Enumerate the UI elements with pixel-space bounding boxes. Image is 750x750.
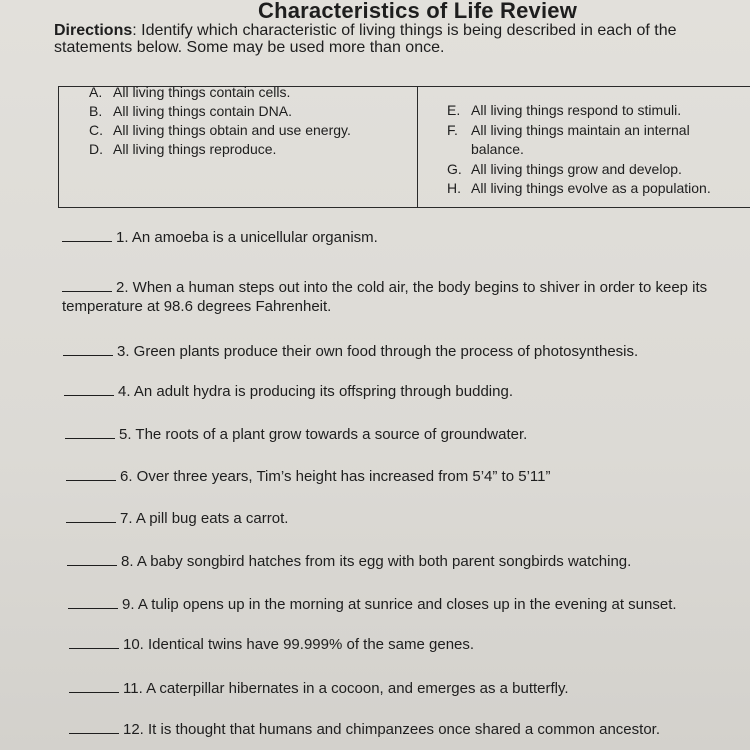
question-1: 1. An amoeba is a unicellular organism.	[62, 229, 378, 247]
options-divider	[417, 87, 418, 207]
option-d: D. All living things reproduce.	[89, 141, 277, 157]
answer-blank[interactable]	[66, 522, 116, 523]
option-b: B. All living things contain DNA.	[89, 103, 292, 119]
answer-blank[interactable]	[69, 648, 119, 649]
question-5: 5. The roots of a plant grow towards a source of groundwater.	[65, 426, 527, 444]
answer-blank[interactable]	[67, 565, 117, 566]
options-box	[58, 86, 750, 208]
option-g: G. All living things grow and develop.	[447, 160, 682, 177]
option-f: F. All living things maintain an internal	[447, 121, 690, 138]
directions-label: Directions	[54, 22, 133, 39]
answer-blank[interactable]	[62, 241, 112, 242]
option-a: A. All living things contain cells.	[89, 84, 291, 100]
question-8: 8. A baby songbird hatches from its egg with both parent songbirds watching.	[67, 553, 631, 571]
answer-blank[interactable]	[64, 395, 114, 396]
question-10: 10. Identical twins have 99.999% of the same genes.	[69, 636, 474, 654]
question-4: 4. An adult hydra is producing its offspring through budding.	[64, 383, 513, 401]
directions	[54, 22, 744, 56]
option-e: E. All living things respond to stimuli.	[447, 102, 682, 118]
page-title: Characteristics of Life Review	[258, 0, 578, 23]
question-7: 7. A pill bug eats a carrot.	[66, 510, 288, 528]
question-2: 2. When a human steps out into the cold air, the body begins to shiver in order to keep its temperature at 98.6 degrees Fahrenheit.	[62, 279, 708, 315]
question-12: 12. It is thought that humans and chimpanzees once shared a common ancestor.	[69, 721, 660, 739]
answer-blank[interactable]	[65, 438, 115, 439]
answer-blank[interactable]	[66, 480, 116, 481]
options-right	[447, 101, 711, 199]
question-3: 3. Green plants produce their own food through the process of photosynthesis.	[63, 343, 638, 361]
option-c: C. All living things obtain and use energy.	[89, 122, 351, 138]
options-left	[89, 83, 351, 159]
answer-blank[interactable]	[69, 692, 119, 693]
option-h: H. All living things evolve as a population.	[447, 180, 711, 196]
directions-text: : Identify which characteristic of living things is being described in each of the statements below. Some may be used more than once.	[54, 22, 677, 56]
question-9: 9. A tulip opens up in the morning at sunrice and closes up in the evening at sunset.	[68, 596, 677, 614]
answer-blank[interactable]	[63, 355, 113, 356]
answer-blank[interactable]	[68, 608, 118, 609]
answer-blank[interactable]	[62, 291, 112, 292]
option-f-continued: balance.	[471, 141, 524, 157]
question-6: 6. Over three years, Tim’s height has increased from 5’4” to 5’11”	[66, 468, 550, 486]
answer-blank[interactable]	[69, 733, 119, 734]
question-11: 11. A caterpillar hibernates in a cocoon, and emerges as a butterfly.	[69, 680, 569, 698]
